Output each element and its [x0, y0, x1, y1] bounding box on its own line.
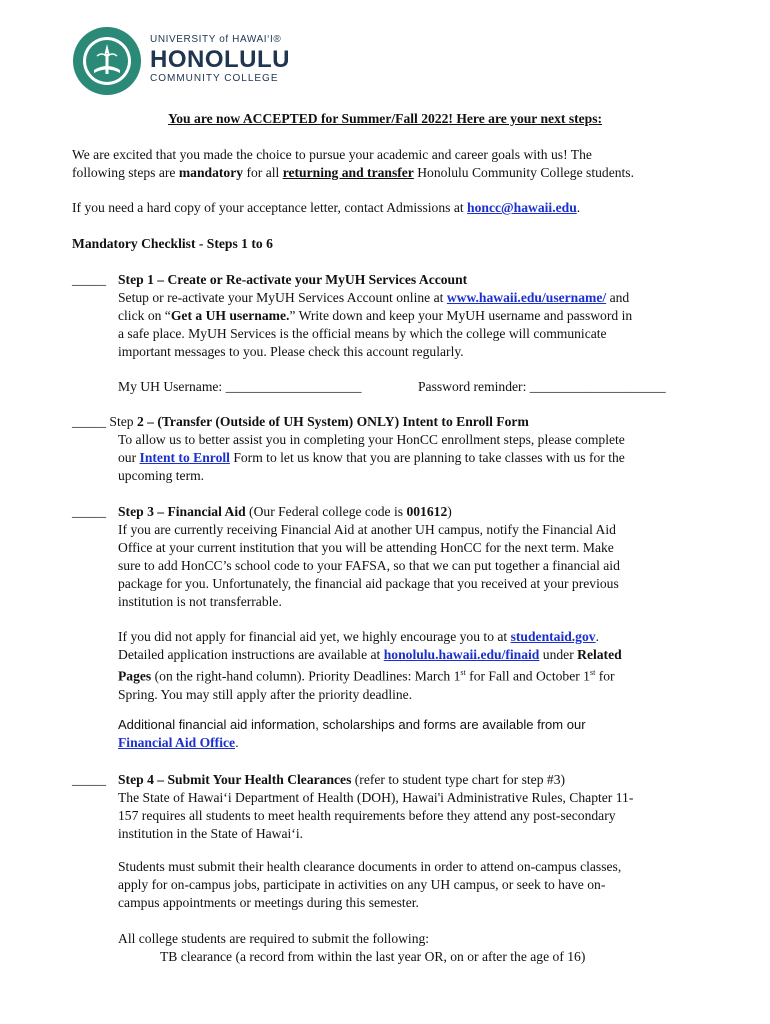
ordinal-sup: st	[460, 668, 466, 677]
step1-text: a safe place. MyUH Services is the official means by which the college will communicate	[118, 326, 607, 341]
step3-text: (on the right-hand column). Priority Deadlines: March 1	[151, 668, 461, 684]
intro-paragraph	[72, 146, 634, 182]
step3-code-end: )	[447, 504, 452, 519]
college-name: HONOLULU	[150, 46, 290, 73]
step4-text: Students must submit their health clearance documents in order to attend on-campus classes,	[118, 859, 622, 874]
step3-text: for	[595, 668, 615, 684]
step3-text: .	[595, 629, 599, 644]
step4-requirements-intro: All college students are required to submit the following:	[118, 931, 430, 946]
tb-clearance-text: TB clearance (a record from within the last year OR, on or after the age of 16)	[160, 949, 586, 964]
intro-text: Honolulu Community College students.	[413, 165, 634, 180]
step2-body	[118, 431, 625, 485]
step4-note: (refer to student type chart for step #3)	[351, 772, 566, 787]
step4-health-paragraph	[118, 858, 621, 912]
step2-block	[72, 413, 529, 431]
step1-text: Setup or re-activate your MyUH Services Account online at	[118, 290, 447, 305]
pages-emphasis: Pages	[118, 668, 152, 684]
studentaid-link[interactable]: studentaid.gov	[510, 629, 596, 644]
step4-text: 157 requires all students to meet health requirements before they attend any post-secondary	[118, 808, 616, 823]
step2-pre: Step	[105, 414, 137, 429]
step3-text: Additional financial aid information, scholarships and forms are available from our	[118, 717, 586, 732]
intent-to-enroll-link[interactable]: Intent to Enroll	[139, 450, 230, 465]
step4-text: campus appointments or meetings during this semester.	[118, 895, 419, 910]
step3-text: under	[539, 647, 578, 662]
step4-text: The State of Hawai‘i Department of Health (DOH), Hawai'i Administrative Rules, Chapter 11-	[118, 790, 634, 805]
step3-text: Spring. You may still apply after the priority deadline.	[118, 686, 413, 702]
step2-title: 2 – (Transfer (Outside of UH System) ONLY) Intent to Enroll Form	[136, 414, 529, 429]
step3-text: sure to add HonCC’s school code to your FAFSA, so that we can put together a financial aid	[118, 558, 620, 573]
college-subtitle: COMMUNITY COLLEGE	[150, 73, 279, 84]
step4-blank: _____	[72, 772, 106, 787]
password-reminder-field: Password reminder: ____________________	[418, 379, 666, 394]
page-title: You are now ACCEPTED for Summer/Fall 2022! Here are your next steps:	[167, 111, 603, 126]
step4-title: Step 4 – Submit Your Health Clearances	[118, 772, 352, 787]
username-field: My UH Username: ____________________	[118, 379, 362, 394]
step3-title: Step 3 – Financial Aid	[118, 504, 246, 519]
checklist-heading: Mandatory Checklist - Steps 1 to 6	[72, 236, 273, 251]
step1-text: important messages to you. Please check this account regularly.	[118, 344, 464, 359]
step2-text: upcoming term.	[118, 468, 205, 483]
step2-blank: _____	[72, 414, 106, 429]
step2-text: Form to let us know that you are planning to take classes with us for the	[229, 450, 625, 465]
step3-code-text: (Our Federal college code is	[245, 504, 407, 519]
financial-aid-info-paragraph	[118, 716, 586, 752]
step1-text: ” Write down and keep your MyUH username and password in	[289, 308, 633, 323]
finaid-link[interactable]: honolulu.hawaii.edu/finaid	[383, 647, 540, 662]
step2-text: our	[118, 450, 140, 465]
hardcopy-text: If you need a hard copy of your acceptance letter, contact Admissions at	[72, 200, 468, 215]
step1-text: click on “	[118, 308, 171, 323]
step3-text: institution is not transferrable.	[118, 594, 282, 609]
college-wordmark	[150, 34, 290, 84]
financial-aid-office-link[interactable]: Financial Aid Office	[118, 735, 236, 750]
step1-block	[118, 271, 632, 361]
tb-clearance-item	[160, 948, 585, 966]
intro-line: We are excited that you made the choice to pursue your academic and career goals with us! The	[72, 147, 592, 162]
step3-text: .	[235, 735, 239, 750]
step3-text: package for you. Unfortunately, the financial aid package that you received at your previous	[118, 576, 619, 591]
step3-text: Detailed application instructions are available at	[118, 647, 384, 662]
step3-text: If you did not apply for financial aid yet, we highly encourage you to at	[118, 629, 511, 644]
college-seal-logo	[72, 26, 142, 96]
step2-text: To allow us to better assist you in completing your HonCC enrollment steps, please complete	[118, 432, 625, 447]
ordinal-sup: st	[589, 668, 596, 677]
step1-title: Step 1 – Create or Re-activate your MyUH Services Account	[118, 272, 468, 287]
step3-text: Office at your current institution that you will be attending HonCC for the next term. Make	[118, 540, 614, 555]
step3-blank: _____	[72, 504, 106, 519]
step3-text: for Fall and October 1	[465, 668, 590, 684]
federal-code: 001612	[406, 504, 448, 519]
mandatory-emphasis: mandatory	[178, 165, 244, 180]
step1-blank: _____	[72, 272, 106, 287]
university-name: UNIVERSITY of HAWAI‘I®	[150, 34, 282, 45]
step4-text: apply for on-campus jobs, participate in activities on any UH campus, or seek to have on-	[118, 877, 606, 892]
related-emphasis: Related	[577, 647, 622, 662]
step4-block	[118, 771, 633, 843]
hardcopy-paragraph	[72, 199, 580, 217]
step3-text: If you are currently receiving Financial Aid at another UH campus, notify the Financial Aid	[118, 522, 616, 537]
hardcopy-end: .	[576, 200, 581, 215]
step3-apply-paragraph	[118, 628, 622, 704]
step3-block	[118, 503, 620, 611]
intro-text: for all	[243, 165, 283, 180]
username-link[interactable]: www.hawaii.edu/username/	[446, 290, 607, 305]
returning-transfer-emphasis: returning and transfer	[282, 165, 414, 180]
admissions-email-link[interactable]: honcc@hawaii.edu	[467, 200, 577, 215]
step1-text: and	[606, 290, 630, 305]
get-username-emphasis: Get a UH username.	[170, 308, 290, 323]
step4-text: institution in the State of Hawai‘i.	[118, 826, 303, 841]
intro-text: following steps are	[72, 165, 179, 180]
